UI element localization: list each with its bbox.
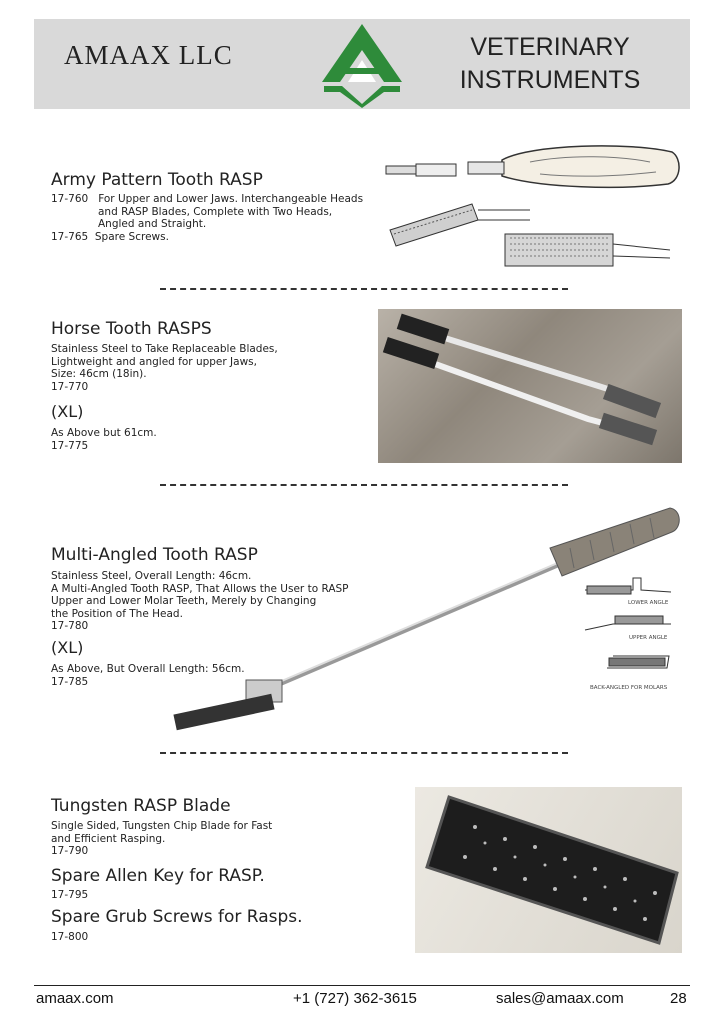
- category-title: [440, 31, 660, 97]
- product-title: Spare Grub Screws for Rasps.: [51, 907, 303, 927]
- section-divider: [160, 288, 568, 290]
- product-code: 17-770: [51, 380, 89, 393]
- section-divider: [160, 752, 568, 754]
- description-line: As Above, But Overall Length: 56cm.: [51, 663, 245, 675]
- product-code: 17-780: [51, 620, 89, 632]
- product-code: 17-795: [51, 889, 89, 901]
- product-description: [51, 343, 278, 393]
- description-line: Angled and Straight.: [98, 218, 207, 230]
- footer-email[interactable]: sales@amaax.com: [496, 990, 624, 1007]
- description-line: Lightweight and angled for upper Jaws,: [51, 355, 257, 368]
- product-title: Spare Allen Key for RASP.: [51, 866, 265, 886]
- product-code: 17-800: [51, 931, 89, 943]
- product-code: 17-765: [51, 230, 89, 243]
- description-line: Size: 46cm (18in).: [51, 368, 147, 380]
- head-angle-diagrams: [583, 574, 673, 692]
- product-title: Tungsten RASP Blade: [51, 796, 231, 816]
- tungsten-blade-photo: [415, 787, 682, 953]
- description-line: Single Sided, Tungsten Chip Blade for Fast: [51, 820, 273, 832]
- product-description: [51, 820, 272, 858]
- category-line-1: VETERINARY: [470, 33, 630, 61]
- description-line: Upper and Lower Molar Teeth, Merely by Changing: [51, 595, 317, 607]
- army-rasp-illustration: [380, 138, 682, 278]
- category-line-2: INSTRUMENTS: [459, 66, 641, 94]
- product-code: 17-775: [51, 439, 89, 452]
- description-line: Stainless Steel, Overall Length: 46cm.: [51, 570, 252, 582]
- company-name: AMAAX LLC: [64, 40, 233, 70]
- footer-rule: [34, 985, 690, 986]
- product-code: 17-785: [51, 675, 89, 688]
- footer-website[interactable]: amaax.com: [36, 990, 114, 1007]
- xl-description: [51, 427, 157, 452]
- figure-caption: BACK-ANGLED FOR MOLARS: [590, 685, 668, 691]
- company-logo-icon: [318, 20, 406, 108]
- page-number: 28: [670, 990, 687, 1007]
- product-title: Army Pattern Tooth RASP: [51, 170, 263, 190]
- product-title: Horse Tooth RASPS: [51, 319, 212, 339]
- description-line: For Upper and Lower Jaws. Interchangeable Heads: [98, 193, 364, 205]
- figure-caption: UPPER ANGLE: [629, 635, 668, 641]
- xl-label: (XL): [51, 402, 84, 421]
- figure-caption: LOWER ANGLE: [628, 600, 669, 606]
- description-line: As Above but 61cm.: [51, 427, 157, 439]
- product-code: 17-790: [51, 845, 89, 857]
- product-title: Multi-Angled Tooth RASP: [51, 545, 258, 565]
- description-line: Spare Screws.: [94, 230, 169, 243]
- horse-rasps-photo: [378, 309, 682, 463]
- description-line: and Efficient Rasping.: [51, 832, 166, 845]
- description-line: the Position of The Head.: [51, 607, 183, 620]
- product-code: 17-760: [51, 193, 89, 205]
- section-divider: [160, 484, 568, 486]
- footer-phone: +1 (727) 362-3615: [293, 990, 417, 1007]
- description-line: Stainless Steel to Take Replaceable Blades,: [51, 343, 278, 355]
- description-line: A Multi-Angled Tooth RASP, That Allows the User to RASP: [51, 582, 349, 595]
- product-description: [51, 193, 363, 243]
- xl-label: (XL): [51, 638, 84, 657]
- description-line: and RASP Blades, Complete with Two Heads,: [98, 205, 333, 218]
